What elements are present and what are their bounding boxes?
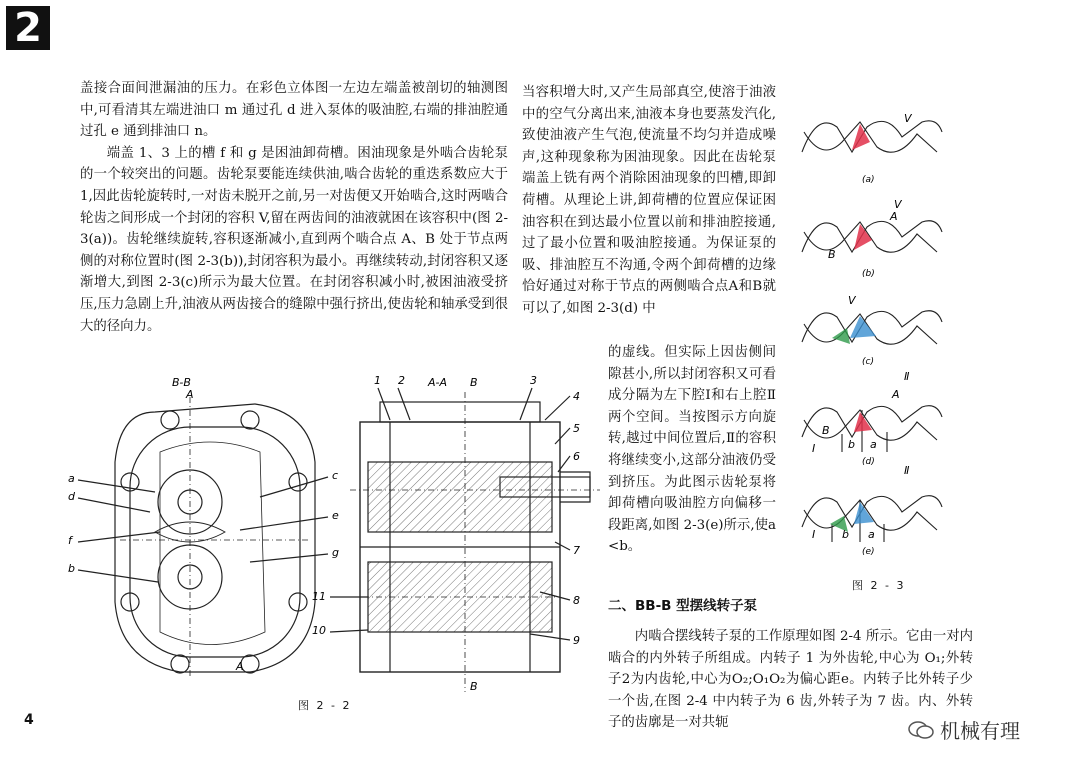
part-label: d	[68, 490, 75, 503]
part-label: c	[332, 469, 339, 482]
section-heading: 二、BB-B 型摆线转子泵	[608, 598, 758, 614]
subfigure-label: (e)	[862, 547, 875, 557]
part-number: 8	[573, 594, 580, 607]
cut-mark-label: A	[186, 388, 194, 401]
part-label: f	[68, 534, 72, 547]
part-label: a	[68, 472, 75, 485]
page-number: 4	[24, 712, 34, 728]
part-label: b	[68, 562, 75, 575]
part-number: 7	[573, 544, 580, 557]
part-number: 5	[573, 422, 580, 435]
watermark-text: 机械有理	[940, 719, 1020, 743]
paragraph: 的虚线。但实际上因齿侧间隙甚小,所以封闭容积又可看成分隔为左下腔Ⅰ和右上腔Ⅱ两个空间。当按图示方向旋转,越过中间位置后,Ⅱ的容积将继续变小,这部分油液仍受到挤压。为此图示齿轮泵将卸荷槽向吸油腔方向偏移一段距离,如图 2-3(e)所示,使a <b。	[608, 345, 776, 555]
figure-mark: V	[848, 294, 856, 307]
paragraph: 端盖 1、3 上的槽 f 和 g 是困油卸荷槽。困油现象是外啮合齿轮泵的一个较突出的问题。齿轮泵要能连续供油,啮合齿轮的重迭系数应大于 1,因此齿轮旋转时,一对齿未脱开之前,另一对齿便又开始啮合,这时两啮合轮齿之间形成一个封闭的容积 V,留在两齿间的油液就困在该容积中(图 2-3(a))。齿轮继续旋转,容积逐渐减小,直到两个啮合点 A、B 处于节点两侧的对称位置时(图 2-3(b)),封闭容积为最小。再继续转动,封闭容积又逐渐增大,到图 2-3(c)所示为最大位置。在封闭容积减小时,被困油液受挤压,压力急剧上升,油液从两齿接合的缝隙中强行挤出,使齿轮和轴承受到很大的径向力。	[80, 145, 508, 334]
paragraph: 当容积增大时,又产生局部真空,使溶于油液中的空气分离出来,油液本身也要蒸发汽化,致使油液产生气泡,使流量不均匀并造成噪声,这种现象称为困油现象。因此在齿轮泵端盖上铣有两个消除困油现象的凹槽,即卸荷槽。从理论上讲,卸荷槽的位置应保证困油容积在到达最小位置以前和排油腔接通,过了最小位置和吸油腔接通。为保证泵的吸、排油腔互不沟通,令两个卸荷槽的边缘恰好通过对称于节点的两侧啮合点A和B就可以了,如图 2-3(d) 中	[522, 85, 776, 316]
subfigure-label: (a)	[862, 175, 875, 185]
cut-mark-label: A	[236, 660, 244, 673]
part-number: 6	[573, 450, 580, 463]
part-number: 9	[573, 634, 580, 647]
figure-2-2-caption: 图 2 - 2	[298, 699, 352, 712]
figure-mark: V	[894, 198, 902, 211]
subfigure-label: (c)	[862, 357, 874, 367]
figure-mark: A	[892, 388, 900, 401]
figure-mark: Ⅱ	[904, 370, 910, 383]
figure-2-3-caption: 图 2 - 3	[852, 579, 906, 592]
part-label: e	[332, 509, 339, 522]
part-number: 3	[530, 374, 537, 387]
watermark	[904, 715, 1024, 744]
chapter-badge: 2	[6, 6, 50, 50]
cut-mark-label: B	[470, 376, 478, 389]
figure-mark: Ⅰ	[812, 442, 816, 455]
figure-mark: V	[904, 112, 912, 125]
figure-mark: b	[848, 438, 855, 451]
part-label: g	[332, 546, 339, 559]
part-number: 4	[573, 390, 580, 403]
figure-mark: A	[890, 210, 898, 223]
figure-mark: a	[870, 438, 877, 451]
section-label-aa: A-A	[428, 376, 448, 389]
part-number: 10	[312, 624, 326, 637]
paragraph: 内啮合摆线转子泵的工作原理如图 2-4 所示。它由一对内啮合的内外转子所组成。内转子 1 为外齿轮,中心为 O₁;外转子2为内齿轮,中心为O₂;O₁O₂为偏心距e。内转子比外转子少一个齿,在图 2-4 中内转子为 6 齿,外转子为 7 齿。内、外转子的齿廓是一对共轭	[608, 629, 973, 731]
figure-mark: b	[842, 528, 849, 541]
figure-2-2-drawing	[60, 372, 605, 692]
chat-bubble-icon	[908, 720, 934, 740]
part-number: 11	[312, 590, 326, 603]
paragraph: 盖接合面间泄漏油的压力。在彩色立体图一左边左端盖被剖切的轴测图中,可看清其左端进油口 m 通过孔 d 进入泵体的吸油腔,右端的排油腔通过孔 e 通到排油口 n。	[80, 81, 508, 140]
subfigure-label: (b)	[862, 269, 875, 279]
middle-text-column-continued	[608, 342, 776, 558]
part-number: 1	[374, 374, 381, 387]
section-label-bb: B-B	[172, 376, 191, 389]
subfigure-label: (d)	[862, 457, 875, 467]
figure-mark: a	[868, 528, 875, 541]
figure-mark: B	[822, 424, 830, 437]
cut-mark-label: B	[470, 680, 478, 692]
part-number: 2	[398, 374, 405, 387]
figure-mark: B	[828, 248, 836, 261]
middle-text-column	[522, 82, 776, 320]
figure-2-3-drawing	[792, 92, 952, 562]
figure-mark: Ⅱ	[904, 464, 910, 477]
figure-mark: Ⅰ	[812, 528, 816, 541]
left-text-column	[80, 78, 508, 337]
